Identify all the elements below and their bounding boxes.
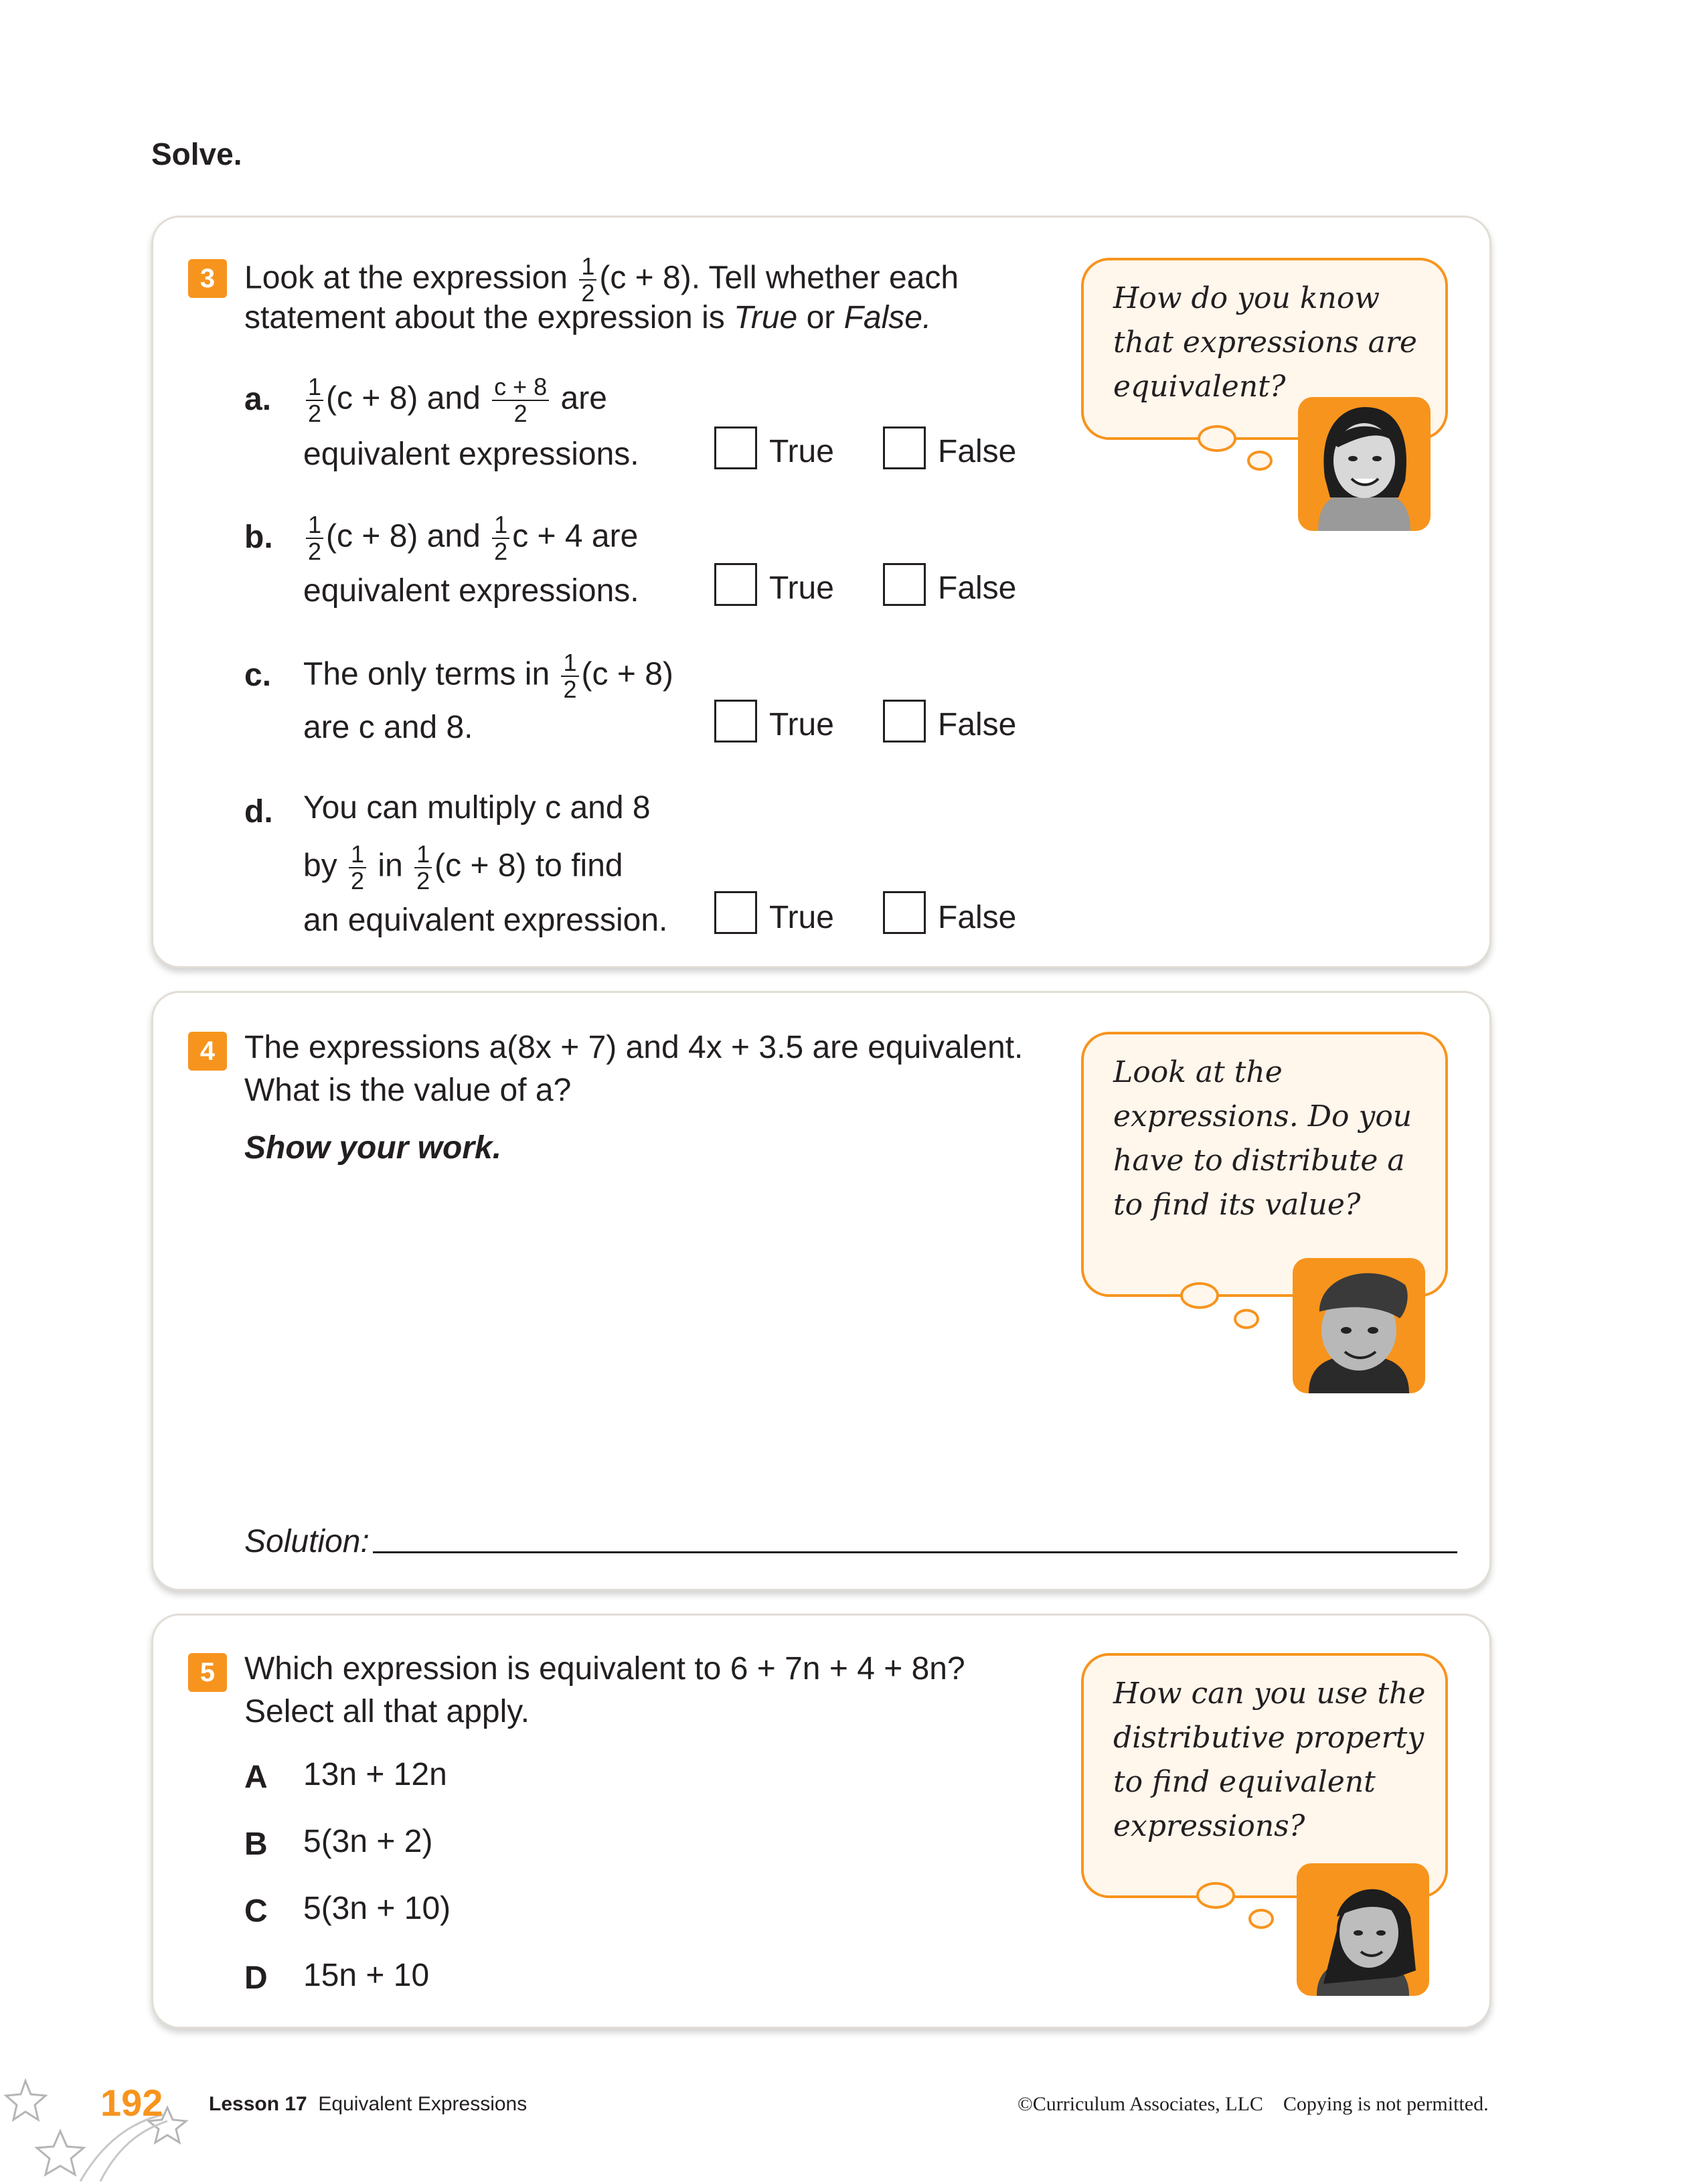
bubble-q5-dot-large: [1196, 1882, 1235, 1909]
page-heading: Solve.: [151, 137, 242, 171]
q5-line1: Which expression is equivalent to 6 + 7n + 4 + 8n?: [244, 1651, 965, 1687]
question-3-card: [151, 216, 1491, 968]
q4-show-work: Show your work.: [244, 1130, 502, 1166]
option-d-letter: D: [244, 1960, 268, 1996]
item-c-false-checkbox[interactable]: [883, 700, 926, 743]
bubble-q4-line4: to find its value?: [1113, 1188, 1361, 1222]
bubble-q4-line1: Look at the: [1113, 1055, 1283, 1089]
question-5-number: 5: [188, 1653, 227, 1692]
bubble-q4-line3: have to distribute a: [1113, 1144, 1405, 1178]
item-a-true-checkbox[interactable]: [714, 426, 757, 469]
item-d-true-label: True: [769, 900, 834, 935]
item-d-true-checkbox[interactable]: [714, 891, 757, 934]
item-c-true-label: True: [769, 707, 834, 743]
item-d-line2: by $\frac{1}{2}$ in $\frac{1}{2}$ (c + 8) to find: [303, 840, 623, 894]
bubble-q3-dot-large: [1198, 425, 1236, 452]
option-b-letter: B: [244, 1826, 268, 1862]
item-d-line3: an equivalent expression.: [303, 903, 668, 938]
item-a-false-label: False: [938, 434, 1017, 469]
bubble-q4-dot-small: [1234, 1309, 1259, 1329]
option-b-text[interactable]: 5(3n + 2): [303, 1824, 433, 1859]
item-a-true-label: True: [769, 434, 834, 469]
item-a-label: a.: [244, 382, 272, 417]
student-portrait-girl2-icon: [1297, 1863, 1429, 1996]
bubble-q5-line1: How can you use the: [1113, 1676, 1426, 1711]
item-b-false-label: False: [938, 570, 1017, 606]
bubble-q5-dot-small: [1248, 1909, 1274, 1929]
option-a-text[interactable]: 13n + 12n: [303, 1757, 447, 1792]
question-4-number: 4: [188, 1032, 227, 1071]
student-portrait-boy-icon: [1293, 1258, 1425, 1393]
q4-line1: The expressions a(8x + 7) and 4x + 3.5 are equivalent.: [244, 1030, 1024, 1065]
bubble-q4-dot-large: [1180, 1282, 1219, 1309]
copyright: ©Curriculum Associates, LLC Copying is not permitted.: [1018, 2093, 1489, 2115]
bubble-q3-dot-small: [1247, 451, 1273, 471]
page-number: 192: [100, 2082, 163, 2124]
item-a-line2: equivalent expressions.: [303, 437, 639, 472]
option-c-text[interactable]: 5(3n + 10): [303, 1891, 451, 1926]
item-a-false-checkbox[interactable]: [883, 426, 926, 469]
q4-solution-line[interactable]: [373, 1551, 1457, 1553]
bubble-q3-line1: How do you know: [1113, 281, 1380, 315]
q5-line2: Select all that apply.: [244, 1694, 530, 1729]
q3-intro-line1: Look at the expression $\frac{1}{2}$ (c + 8). Tell whether each: [244, 252, 959, 307]
item-c-true-checkbox[interactable]: [714, 700, 757, 743]
item-b-true-label: True: [769, 570, 834, 606]
item-c-false-label: False: [938, 707, 1017, 743]
option-c-letter: C: [244, 1893, 268, 1929]
item-c-line1: The only terms in $\frac{1}{2}$ (c + 8): [303, 649, 673, 703]
item-b-true-checkbox[interactable]: [714, 563, 757, 606]
bubble-q3-line3: equivalent?: [1113, 370, 1286, 404]
question-3-number: 3: [188, 259, 227, 298]
item-d-false-label: False: [938, 900, 1017, 935]
item-b-false-checkbox[interactable]: [883, 563, 926, 606]
q3-intro-line2: statement about the expression is True or False.: [244, 300, 932, 335]
c-plus-8-over-2: $\frac{c + 8}{2}$: [492, 374, 549, 426]
item-d-false-checkbox[interactable]: [883, 891, 926, 934]
bubble-q3-line2: that expressions are: [1113, 325, 1417, 360]
half-fraction: $\frac{1}{2}$: [579, 254, 596, 306]
item-d-line1: You can multiply c and 8: [303, 790, 651, 826]
option-a-letter: A: [244, 1760, 268, 1795]
item-b-line1: $\frac{1}{2}$ (c + 8) and $\frac{1}{2}$ c + 4 are: [303, 512, 638, 564]
item-b-label: b.: [244, 520, 273, 555]
question-5-card: [151, 1614, 1491, 2029]
item-a-line1: $\frac{1}{2}$ (c + 8) and $\frac{c + 8}{2}$ are: [303, 374, 607, 426]
option-d-text[interactable]: 15n + 10: [303, 1958, 430, 1993]
item-d-label: d.: [244, 794, 273, 830]
lesson-title: Lesson 17 Equivalent Expressions: [209, 2093, 527, 2115]
student-portrait-girl-icon: [1298, 397, 1431, 531]
item-b-line2: equivalent expressions.: [303, 573, 639, 609]
bubble-q5-line2: distributive property: [1113, 1721, 1425, 1755]
q4-solution-label: Solution:: [244, 1524, 370, 1559]
bubble-q5-line3: to find equivalent: [1113, 1765, 1376, 1799]
q4-line2: What is the value of a?: [244, 1073, 572, 1108]
bubble-q5-line4: expressions?: [1113, 1809, 1305, 1843]
item-c-line2: are c and 8.: [303, 710, 473, 745]
question-4-card: [151, 991, 1491, 1591]
item-c-label: c.: [244, 657, 272, 693]
bubble-q4-line2: expressions. Do you: [1113, 1099, 1412, 1134]
